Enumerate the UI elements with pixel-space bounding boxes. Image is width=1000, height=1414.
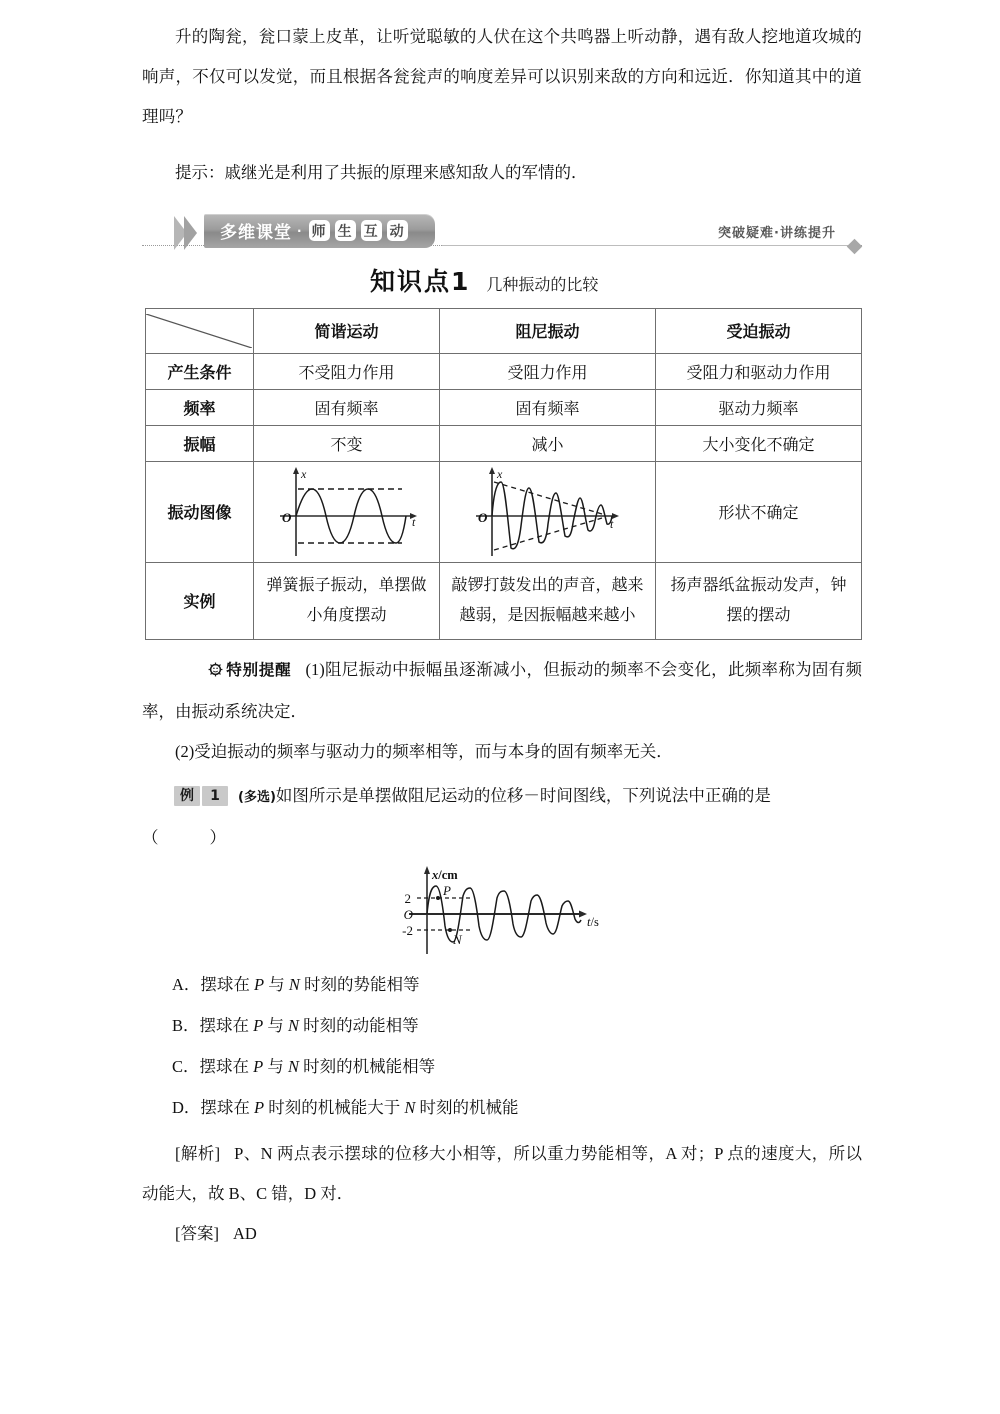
figure-point-n-label: N — [453, 931, 462, 947]
banner-right-label: 突破疑难·讲练提升 — [718, 225, 836, 241]
option-c-var-2: N — [287, 1056, 299, 1076]
cell-condition-damped: 受阻力作用 — [440, 353, 656, 389]
table-col-header-2: 阻尼振动 — [440, 308, 656, 353]
option-a-text-2: 与 — [268, 974, 285, 994]
option-c-var-1: P — [253, 1056, 264, 1076]
table-corner-cell — [146, 308, 254, 353]
simple-harmonic-waveform-graph — [262, 464, 432, 560]
option-b-var-1: P — [253, 1015, 264, 1035]
table-col-header-1: 简谐运动 — [254, 308, 440, 353]
option-a-text-3: 时刻的势能相等 — [304, 974, 420, 994]
knowledge-point-subtitle: 几种振动的比较 — [486, 276, 599, 294]
table-row — [146, 389, 862, 425]
option-b-var-2: N — [287, 1015, 299, 1035]
banner-title-plain: 多维课堂 — [220, 223, 292, 243]
option-c-text-3: 时刻的机械能相等 — [303, 1056, 436, 1076]
cell-amplitude-forced: 大小变化不确定 — [656, 425, 862, 461]
option-b-text-3: 时刻的动能相等 — [303, 1015, 419, 1035]
option-d — [142, 1087, 862, 1128]
option-d-label: D． — [172, 1097, 201, 1117]
option-a-text-1: 摆球在 — [200, 974, 250, 994]
row-label-frequency: 频率 — [146, 389, 254, 425]
option-a — [142, 964, 862, 1005]
example-block — [142, 776, 862, 858]
banner-boxed-char-1: 师 — [309, 220, 330, 241]
damped-pendulum-graph — [387, 862, 617, 958]
cell-frequency-damped: 固有频率 — [440, 389, 656, 425]
example-badge-number: 1 — [202, 786, 228, 806]
figure-origin-label: O — [403, 906, 413, 922]
option-c-label: C． — [172, 1056, 200, 1076]
table-row — [146, 562, 862, 639]
figure-y-label: x/cm — [432, 867, 458, 882]
option-c-text-2: 与 — [267, 1056, 284, 1076]
damped-x-label: t — [609, 516, 613, 531]
example-figure — [142, 862, 862, 958]
waveform-x-label: t — [411, 514, 415, 529]
section-banner — [142, 210, 862, 254]
banner-solid-rule — [442, 245, 848, 246]
analysis-block — [142, 1134, 862, 1214]
waveform-origin-label: O — [281, 509, 291, 525]
cell-frequency-shm: 固有频率 — [254, 389, 440, 425]
example-badge-text: 例 — [174, 786, 200, 806]
option-a-var-2: N — [288, 974, 300, 994]
figure-ytick-pos: 2 — [404, 890, 411, 906]
damped-origin-label: O — [477, 509, 487, 525]
table-col-header-3: 受迫振动 — [656, 308, 862, 353]
banner-boxed-char-3: 互 — [361, 220, 382, 241]
analysis-text: P、N 两点表示摆球的位移大小相等，所以重力势能相等，A 对；P 点的速度大，所以动能大，故 B、C 错，D 对． — [142, 1143, 862, 1203]
knowledge-point-heading — [142, 262, 862, 298]
damped-y-label: x — [496, 466, 502, 481]
table-row — [146, 461, 862, 562]
diagonal-divider-icon — [146, 314, 252, 348]
cell-waveform-shm — [254, 461, 440, 562]
cell-examples-damped: 敲锣打鼓发出的声音，越来越弱，是因振幅越来越小 — [440, 562, 656, 639]
option-c-text-1: 摆球在 — [199, 1056, 250, 1076]
reminder-item-1: (1)阻尼振动中振幅虽逐渐减小，但振动的频率不会变化，此频率称为固有频率，由振动系统决定． — [142, 659, 862, 721]
answer-label: [答案] — [175, 1223, 219, 1243]
banner-pill — [204, 214, 435, 248]
knowledge-point-title: 知识点1 — [370, 266, 471, 296]
gear-icon — [175, 652, 223, 692]
option-a-var-1: P — [254, 974, 265, 994]
example-badge — [174, 786, 228, 806]
option-d-text-3: 时刻的机械能 — [419, 1097, 519, 1117]
figure-ytick-neg: -2 — [402, 922, 413, 938]
intro-tip: 提示：戚继光是利用了共振的原理来感知敌人的军情的． — [175, 163, 588, 182]
figure-point-p-label: P — [443, 882, 451, 898]
option-b-label: B． — [172, 1015, 200, 1035]
cell-amplitude-damped: 减小 — [440, 425, 656, 461]
comparison-table — [145, 308, 862, 640]
table-row — [146, 425, 862, 461]
cell-amplitude-shm: 不变 — [254, 425, 440, 461]
reminder-heading: 特别提醒 — [226, 660, 292, 679]
option-b — [142, 1005, 862, 1046]
answer-block — [142, 1214, 862, 1254]
page-content — [142, 0, 862, 1254]
example-stem-line — [142, 776, 862, 818]
option-b-text-1: 摆球在 — [199, 1015, 250, 1035]
waveform-y-label: x — [300, 466, 306, 481]
option-d-text-2: 时刻的机械能大于 — [268, 1097, 401, 1117]
special-reminder-block — [142, 650, 862, 772]
row-label-condition: 产生条件 — [146, 353, 254, 389]
row-label-examples: 实例 — [146, 562, 254, 639]
row-label-waveform: 振动图像 — [146, 461, 254, 562]
cell-examples-forced: 扬声器纸盆振动发声，钟摆的摆动 — [656, 562, 862, 639]
example-stem: 如图所示是单摆做阻尼运动的位移－时间图线，下列说法中正确的是 — [275, 785, 771, 805]
answer-text: AD — [233, 1223, 257, 1243]
banner-dot: · — [297, 223, 303, 238]
option-a-label: A． — [172, 974, 201, 994]
cell-waveform-damped — [440, 461, 656, 562]
option-d-var-1: P — [254, 1097, 265, 1117]
reminder-line-1 — [142, 650, 862, 732]
row-label-amplitude: 振幅 — [146, 425, 254, 461]
cell-frequency-forced: 驱动力频率 — [656, 389, 862, 425]
answer-blank-parens: （ ） — [142, 827, 232, 847]
banner-boxed-char-4: 动 — [387, 220, 408, 241]
option-c — [142, 1046, 862, 1087]
analysis-label: [解析] — [175, 1143, 221, 1163]
table-header-row — [146, 308, 862, 353]
cell-examples-shm: 弹簧振子振动，单摆做小角度摆动 — [254, 562, 440, 639]
option-d-var-2: N — [404, 1097, 416, 1117]
double-chevron-icon — [174, 216, 194, 250]
cell-condition-shm: 不受阻力作用 — [254, 353, 440, 389]
table-row — [146, 353, 862, 389]
banner-boxed-char-2: 生 — [335, 220, 356, 241]
reminder-item-2: (2)受迫振动的频率与驱动力的频率相等，而与本身的固有频率无关． — [175, 741, 673, 761]
diamond-icon — [847, 238, 863, 254]
cell-condition-forced: 受阻力和驱动力作用 — [656, 353, 862, 389]
multi-choice-tag: (多选) — [238, 789, 276, 805]
damped-waveform-graph — [458, 464, 638, 560]
figure-x-label: t/s — [587, 914, 599, 929]
intro-paragraph: 升的陶瓮，瓮口蒙上皮革，让听觉聪敏的人伏在这个共鸣器上听动静，遇有敌人挖地道攻城的响声，不仅可以发觉，而且根据各瓮瓮声的响度差异可以识别来敌的方向和远近．你知道其中的道理吗？ — [142, 26, 862, 126]
cell-waveform-forced: 形状不确定 — [656, 461, 862, 562]
option-b-text-2: 与 — [267, 1015, 284, 1035]
option-d-text-1: 摆球在 — [200, 1097, 250, 1117]
